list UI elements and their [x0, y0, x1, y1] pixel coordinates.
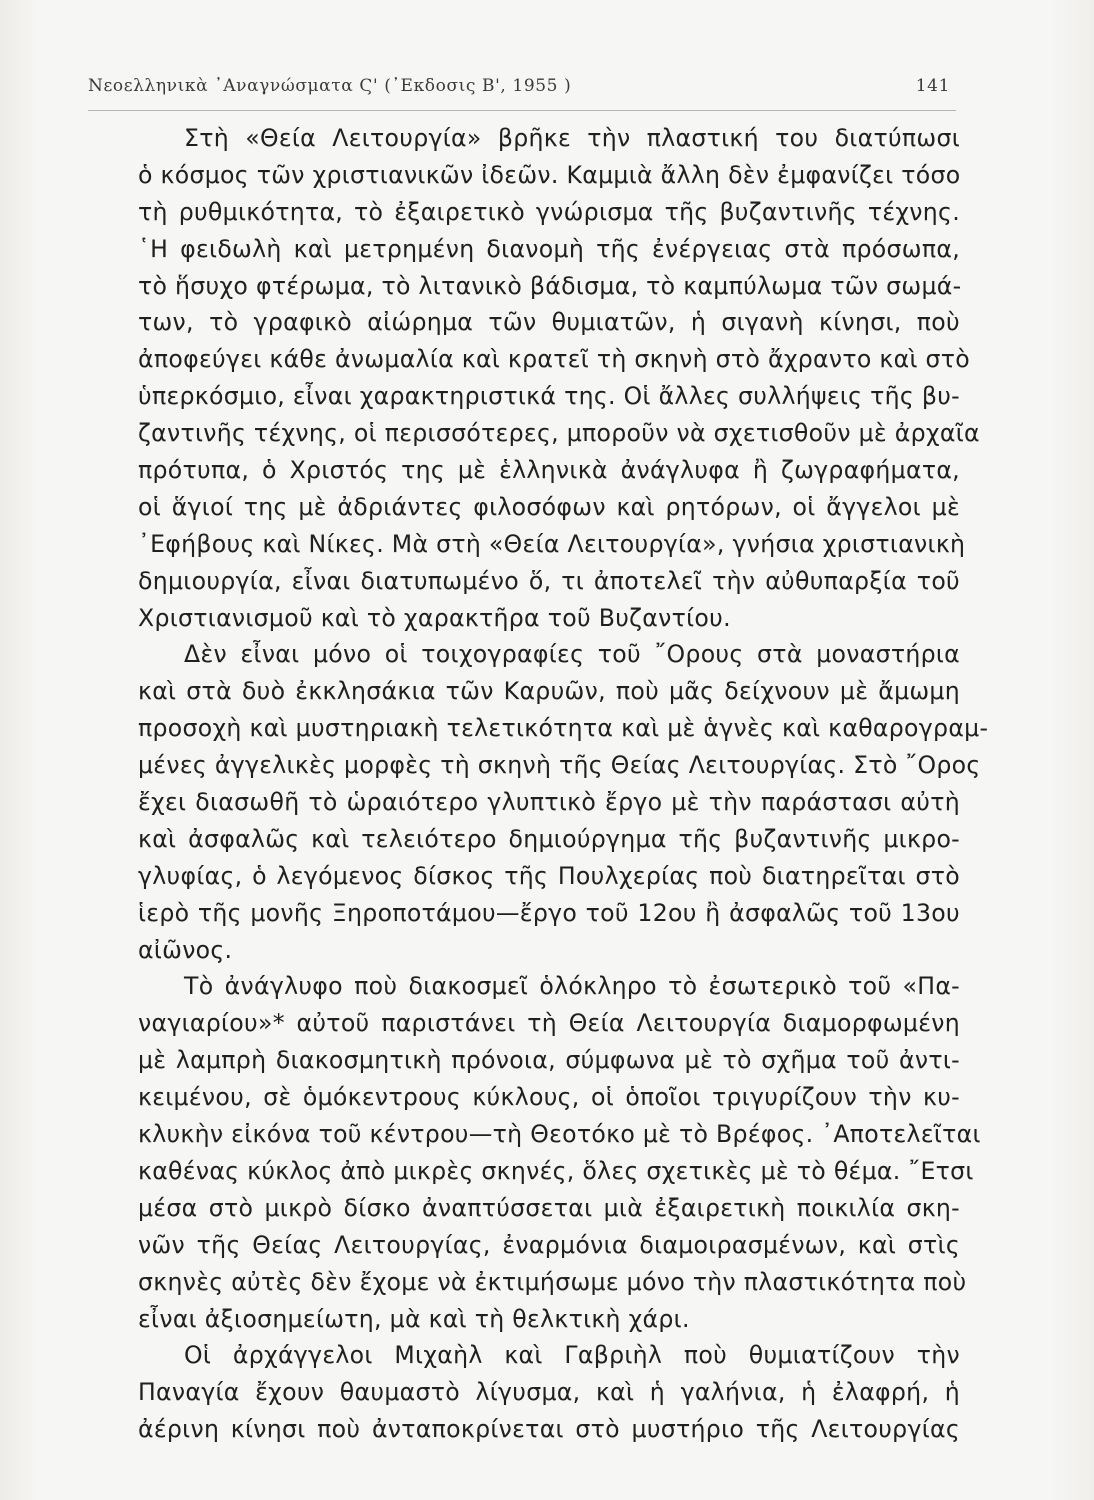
text-line: ἔχει διασωθῆ τὸ ὡραιότερο γλυπτικὸ ἔργο μὲ τὴν παράστασι αὐτὴ [138, 788, 960, 817]
text-line: μέσα στὸ μικρὸ δίσκο ἀναπτύσσεται μιὰ ἐξαιρετικὴ ποικιλία σκη- [138, 1193, 960, 1222]
text-line: ναγιαρίου»* αὐτοῦ παριστάνει τὴ Θεία Λειτουργία διαμορφωμένη [138, 1009, 960, 1038]
text-line: καθένας κύκλος ἀπὸ μικρὲς σκηνές, ὅλες σχετικὲς μὲ τὸ θέμα. ῎Ετσι [138, 1156, 974, 1185]
text-line: ἀποφεύγει κάθε ἀνωμαλία καὶ κρατεῖ τὴ σκηνὴ στὸ ἄχραντο καὶ στὸ [138, 345, 971, 374]
text-line: ζαντινῆς τέχνης, οἱ περισσότερες, μποροῦν νὰ σχετισθοῦν μὲ ἀρχαῖα [138, 419, 980, 448]
text-line: ἱερὸ τῆς μονῆς Ξηροποτάμου—ἔργο τοῦ 12ου ἢ ἀσφαλῶς τοῦ 13ου [138, 898, 960, 927]
text-line: αἰῶνος. [138, 935, 233, 964]
text-line: εἶναι ἀξιοσημείωτη, μὰ καὶ τὴ θελκτικὴ χάρι. [138, 1304, 690, 1333]
text-line: προσοχὴ καὶ μυστηριακὴ τελετικότητα καὶ μὲ ἁγνὲς καὶ καθαρογραμ- [138, 714, 989, 743]
text-line: μένες ἀγγελικὲς μορφὲς τὴ σκηνὴ τῆς Θείας Λειτουργίας. Στὸ ῎Ορος [138, 751, 981, 780]
text-line: των, τὸ γραφικὸ αἰώρημα τῶν θυμιατῶν, ἡ σιγανὴ κίνησι, ποὺ [138, 308, 960, 337]
text-line: Τὸ ἀνάγλυφο ποὺ διακοσμεῖ ὁλόκληρο τὸ ἐσωτερικὸ τοῦ «Πα- [184, 972, 960, 1001]
text-line: καὶ στὰ δυὸ ἐκκλησάκια τῶν Καρυῶν, ποὺ μᾶς δείχνουν μὲ ἄμωμη [138, 677, 960, 706]
text-line: ῾Η φειδωλὴ καὶ μετρημένη διανομὴ τῆς ἐνέργειας στὰ πρόσωπα, [138, 234, 960, 263]
text-line: νῶν τῆς Θείας Λειτουργίας, ἐναρμόνια διαμοιρασμένων, καὶ στὶς [138, 1230, 960, 1259]
running-header [88, 76, 960, 106]
text-line: καὶ ἀσφαλῶς καὶ τελειότερο δημιούργημα τῆς βυζαντινῆς μικρο- [138, 824, 960, 853]
text-line: τὴ ρυθμικότητα, τὸ ἐξαιρετικὸ γνώρισμα τῆς βυζαντινῆς τέχνης. [138, 197, 960, 226]
text-line: γλυφίας, ὁ λεγόμενος δίσκος τῆς Πουλχερίας ποὺ διατηρεῖται στὸ [138, 861, 960, 890]
text-line: Στὴ «Θεία Λειτουργία» βρῆκε τὴν πλαστική του διατύπωσι [184, 124, 960, 152]
text-line: Οἱ ἀρχάγγελοι Μιχαὴλ καὶ Γαβριὴλ ποὺ θυμιατίζουν τὴν [184, 1341, 960, 1370]
text-line: κειμένου, σὲ ὁμόκεντρους κύκλους, οἱ ὁποῖοι τριγυρίζουν τὴν κυ- [138, 1083, 960, 1112]
text-line: δημιουργία, εἶναι διατυπωμένο ὅ, τι ἀποτελεῖ τὴν αὐθυπαρξία τοῦ [138, 566, 960, 595]
text-line: Δὲν εἶναι μόνο οἱ τοιχογραφίες τοῦ ῎Ορους στὰ μοναστήρια [184, 640, 960, 669]
text-line: Παναγία ἔχουν θαυμαστὸ λίγυσμα, καὶ ἡ γαλήνια, ἡ ἐλαφρή, ἡ [138, 1378, 960, 1407]
text-line: ᾿Εφήβους καὶ Νίκες. Μὰ στὴ «Θεία Λειτουργία», γνήσια χριστιανικὴ [138, 529, 966, 558]
text-line: ὁ κόσμος τῶν χριστιανικῶν ἰδεῶν. Καμμιὰ ἄλλη δὲν ἐμφανίζει τόσο [138, 160, 961, 189]
text-line: κλυκὴν εἰκόνα τοῦ κέντρου—τὴ Θεοτόκο μὲ τὸ Βρέφος. ᾿Αποτελεῖται [138, 1120, 981, 1149]
text-line: τὸ ἥσυχο φτέρωμα, τὸ λιτανικὸ βάδισμα, τὸ καμπύλωμα τῶν σωμά- [138, 271, 962, 300]
page-number: 141 [915, 76, 950, 96]
running-title: Νεοελληνικὰ ᾿Αναγνώσματα Ϛ' (᾿Εκδοσις Β', 1955 ) [88, 76, 572, 96]
text-line: Χριστιανισμοῦ καὶ τὸ χαρακτῆρα τοῦ Βυζαντίου. [138, 603, 731, 632]
text-line: πρότυπα, ὁ Χριστός της μὲ ἑλληνικὰ ἀνάγλυφα ἢ ζωγραφήματα, [138, 456, 960, 485]
text-line: μὲ λαμπρὴ διακοσμητικὴ πρόνοια, σύμφωνα μὲ τὸ σχῆμα τοῦ ἀντι- [138, 1046, 960, 1075]
text-line: ὑπερκόσμιο, εἶναι χαρακτηριστικά της. Οἱ ἄλλες συλλήψεις τῆς βυ- [138, 382, 960, 411]
text-line: ἀέρινη κίνησι ποὺ ἀνταποκρίνεται στὸ μυστήριο τῆς Λειτουργίας [138, 1415, 960, 1444]
body-text [138, 120, 989, 1448]
text-line: οἱ ἅγιοί της μὲ ἀδριάντες φιλοσόφων καὶ ρητόρων, οἱ ἄγγελοι μὲ [138, 492, 960, 521]
text-line: σκηνὲς αὐτὲς δὲν ἔχομε νὰ ἐκτιμήσωμε μόνο τὴν πλαστικότητα ποὺ [138, 1267, 967, 1296]
header-rule [88, 110, 956, 111]
